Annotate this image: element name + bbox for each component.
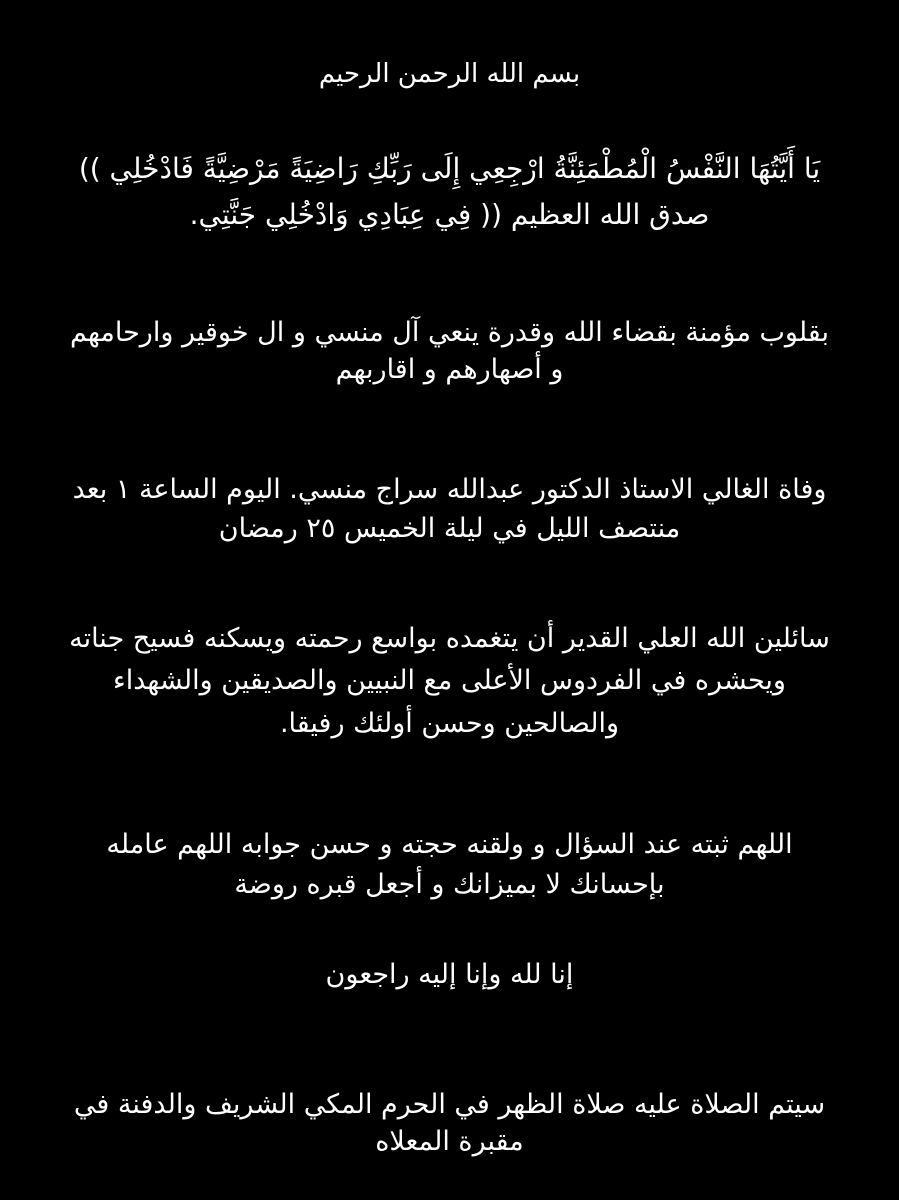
funeral-line-1: سيتم الصلاة عليه صلاة الظهر في الحرم المكي الشريف والدفنة في (73, 1089, 826, 1120)
funeral-line-2: مقبرة المعلاه (375, 1126, 524, 1157)
announcement-line-1: بقلوب مؤمنة بقضاء الله وقدرة ينعي آل منسي و ال خوقير وارحامهم (70, 317, 829, 348)
prayer-line-2: ويحشره في الفردوس الأعلى مع النبيين والصديقين والشهداء (113, 665, 786, 696)
quran-verse-line-1: يَا أَيَّتُهَا النَّفْسُ الْمُطْمَئِنَّةُ ارْجِعِي إِلَى رَبِّكِ رَاضِيَةً مَرْضِيَّةً فَادْخُلِي )) (78, 152, 821, 185)
obituary-text (30, 0, 869, 1200)
basmala: بسم الله الرحمن الرحيم (318, 59, 581, 89)
death-notice-line-1: وفاة الغالي الاستاذ الدكتور عبدالله سراج منسي. اليوم الساعة ١ بعد (72, 474, 827, 505)
prayer-line-3: والصالحين وحسن أولئك رفيقا. (279, 708, 620, 739)
supplication-line-2: بإحسانك لا بميزانك و أجعل قبره روضة (234, 869, 665, 900)
supplication-line-1: اللهم ثبته عند السؤال و ولقنه حجته و حسن جوابه اللهم عامله (106, 829, 793, 860)
announcement-line-2: و أصهارهم و اقاربهم (335, 354, 564, 385)
death-notice-line-2: منتصف الليل في ليلة الخميس ٢٥ رمضان (218, 513, 681, 544)
prayer-line-1: سائلين الله العلي القدير أن يتغمده بواسع رحمته ويسكنه فسيح جناته (69, 623, 830, 654)
istirja: إنا لله وإنا إليه راجعون (325, 959, 574, 990)
quran-verse-line-2: صدق الله العظيم (( فِي عِبَادِي وَادْخُلِي جَنَّتِي. (189, 198, 710, 231)
